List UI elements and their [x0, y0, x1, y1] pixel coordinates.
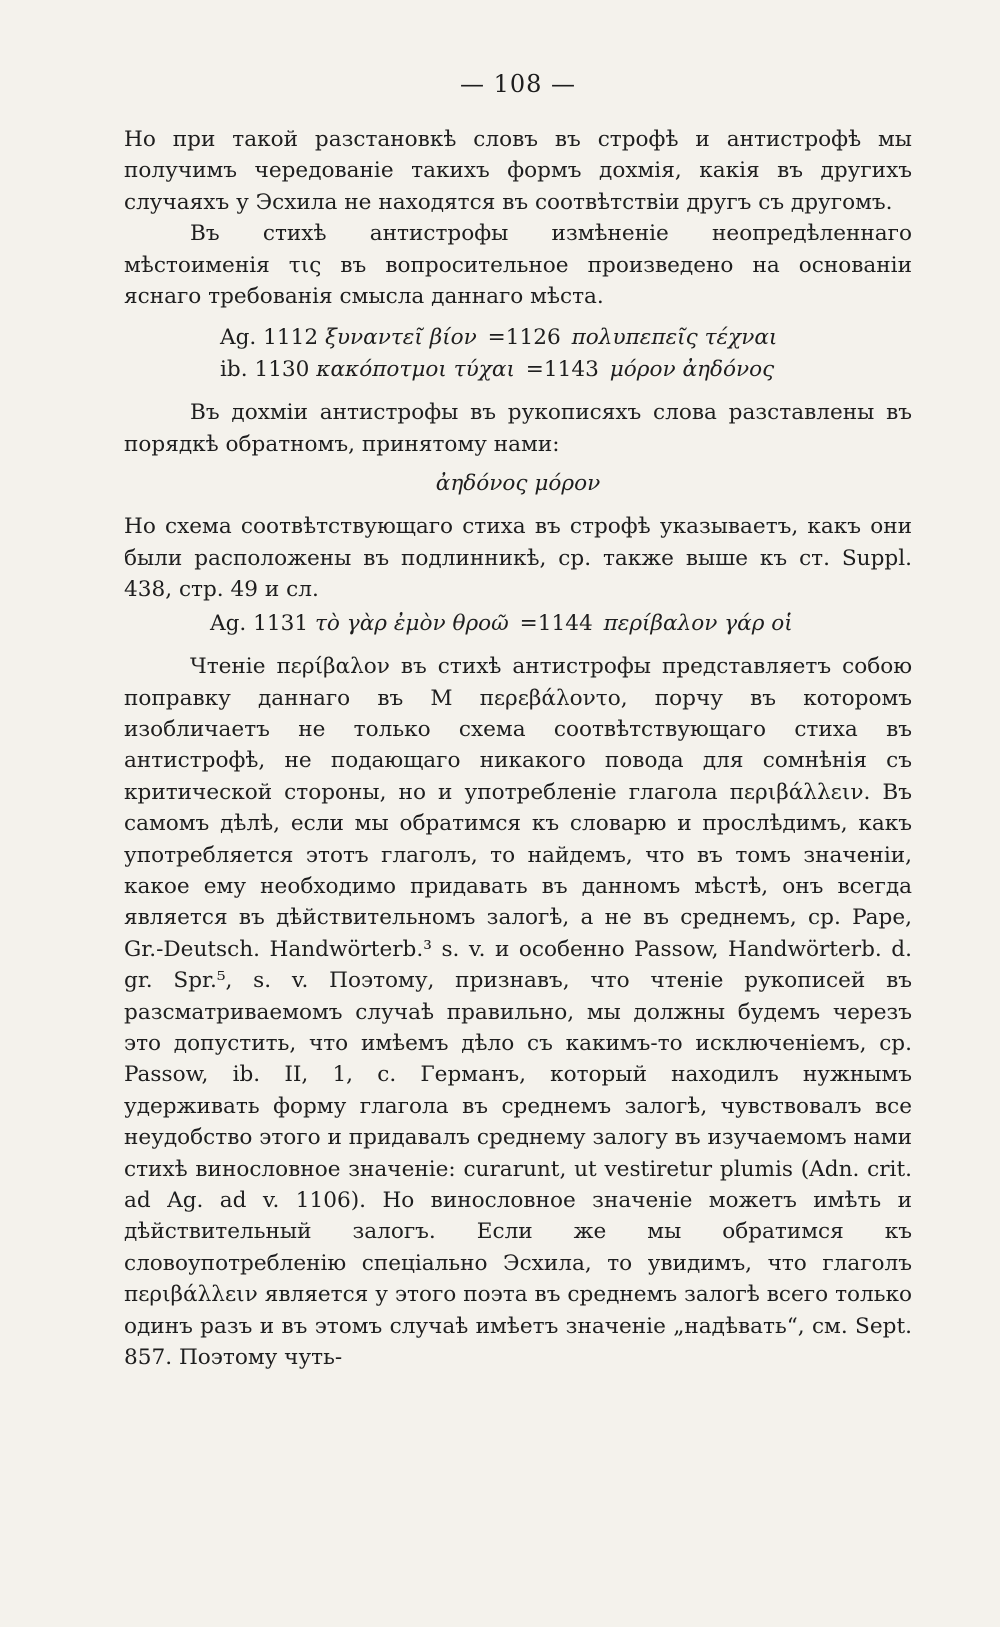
verse-line-3: ἀηδόνος μόρον — [435, 471, 601, 497]
verse-4-greek-b: περίβαλον γάρ οἱ — [603, 610, 793, 636]
verse-line-2 — [124, 354, 912, 385]
page-number: — 108 — — [459, 70, 577, 98]
paragraph-1: Но при такой разстановкѣ словъ въ строфѣ и антистрофѣ мы получимъ чередованіе такихъ формъ дохмія, какія въ другихъ случаяхъ у Эсхила не находятся въ соотвѣтствіи другъ съ другомъ. — [124, 127, 912, 215]
verse-2-ref-a: ib. 1130 — [220, 356, 310, 382]
paragraph-4: Но схема соотвѣтствующаго стиха въ строфѣ указываетъ, какъ они были расположены въ подлинникѣ, ср. также выше къ ст. Suppl. 438, стр. 49 и сл. — [124, 514, 912, 603]
verse-2-ref-b: =1143 — [525, 356, 599, 382]
paragraph-5: Чтеніе περίβαλον въ стихѣ антистрофы представляетъ собою поправку даннаго въ M περεβάλοντο, порчу въ которомъ изобличаетъ не только схема соотвѣтствующаго стиха въ антистрофѣ, не подающаго никакого повода для сомнѣнія съ критической стороны, но и употребленіе глагола περιβάλλειν. Въ самомъ дѣлѣ, если мы обратимся къ словарю и прослѣдимъ, какъ употребляется этотъ глаголъ, то найдемъ, что въ томъ значеніи, какое ему необходимо придавать въ данномъ мѣстѣ, онъ всегда является въ дѣйствительномъ залогѣ, а не въ среднемъ, ср. Pape, Gr.-Deutsch. Handwörterb.³ s. v. и особенно Passow, Handwörterb. d. gr. Spr.⁵, s. v. Поэтому, признавъ, что чтеніе рукописей въ разсматриваемомъ случаѣ правильно, мы должны будемъ черезъ это допустить, что имѣемъ дѣло съ какимъ-то исключеніемъ, ср. Passow, ib. II, 1, c. Германъ, который находилъ нужнымъ удерживать форму глагола въ среднемъ залогѣ, чувствовалъ все неудобство этого и придавалъ среднему залогу въ изучаемомъ нами стихѣ винословное значеніе: curarunt, ut vestiretur plumis (Adn. crit. ad Ag. ad v. 1106). Но винословное значеніе можетъ имѣть и дѣйствительный залогъ. Если же мы обратимся къ словоупотребленію спеціально Эсхила, то увидимъ, что глаголъ περιβάλλειν является у этого поэта въ среднемъ залогѣ всего только одинъ разъ и въ этомъ случаѣ имѣетъ значеніе „надѣвать“, см. Sept. 857. Поэтому чуть- — [124, 654, 912, 1371]
verse-1-greek-b: πολυπεπεῖς τέχναι — [571, 325, 778, 351]
verse-4-ref-b: =1144 — [519, 610, 593, 636]
verse-1-greek-a: ξυναντεῖ βίον — [324, 325, 477, 351]
verse-4-ref-a: Ag. 1131 — [210, 610, 309, 636]
verse-1-ref-a: Ag. 1112 — [220, 325, 319, 351]
verse-line-1 — [124, 322, 912, 353]
verse-2-greek-b: μόρον ἀηδόνος — [609, 356, 775, 382]
page-body — [124, 70, 912, 1373]
paragraph-2: Въ стихѣ антистрофы измѣненіе неопредѣленнаго мѣстоименія τις въ вопросительное произведено на основаніи яснаго требованія смысла даннаго мѣста. — [124, 221, 912, 310]
verse-2-greek-a: κακόποτμοι τύχαι — [316, 356, 515, 382]
paragraph-3: Въ дохміи антистрофы въ рукописяхъ слова разставлены въ порядкѣ обратномъ, принятому нами: — [124, 400, 912, 457]
verse-4-greek-a: τὸ γὰρ ἐμὸν θροῶ — [314, 610, 509, 636]
verse-line-4 — [124, 608, 912, 639]
verse-1-ref-b: =1126 — [487, 325, 561, 351]
